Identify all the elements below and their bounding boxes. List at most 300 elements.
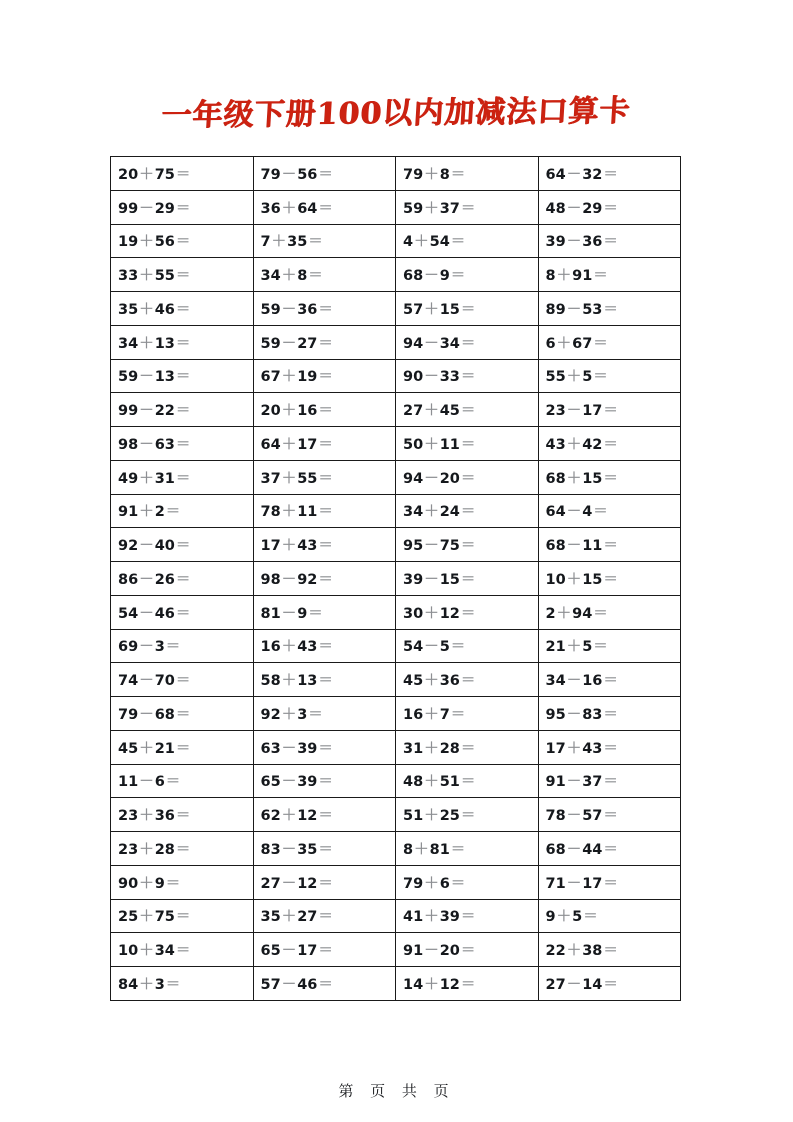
operand-digit: 3	[164, 335, 175, 352]
operand-digit: 1	[545, 740, 556, 757]
plus-sign: ＋	[424, 605, 439, 622]
operand-digit: 4	[297, 976, 308, 993]
operand-digit: 3	[164, 436, 175, 453]
problem-cell[interactable]	[538, 157, 681, 191]
operand-digit: 4	[403, 774, 414, 791]
operand-digit: 7	[118, 673, 129, 690]
operand-digit: 8	[555, 841, 566, 858]
minus-sign: －	[139, 200, 154, 217]
minus-sign: －	[566, 774, 582, 791]
problem-cell[interactable]	[396, 865, 539, 899]
operand-digit: 8	[545, 268, 556, 285]
equals-sign: ＝	[460, 774, 476, 791]
problem-cell[interactable]	[396, 933, 539, 967]
problem-cell[interactable]	[253, 832, 396, 866]
table-row	[111, 528, 681, 562]
problem-cell[interactable]	[538, 190, 681, 224]
operand-digit: 1	[297, 504, 308, 521]
problem-cell[interactable]	[538, 663, 681, 697]
problem-cell[interactable]	[111, 697, 254, 731]
operand-digit: 0	[128, 166, 139, 183]
operand-digit: 1	[403, 976, 414, 993]
problem-cell[interactable]	[538, 629, 681, 663]
problem-cell[interactable]	[111, 359, 254, 393]
operand-digit: 3	[297, 301, 308, 318]
operand-digit: 8	[449, 740, 460, 757]
plus-sign: ＋	[139, 943, 154, 960]
problem-cell[interactable]	[396, 528, 539, 562]
minus-sign: －	[139, 403, 154, 420]
operand-digit: 7	[449, 200, 460, 217]
operand-digit: 6	[260, 740, 271, 757]
plus-sign: ＋	[556, 605, 572, 622]
operand-digit: 2	[260, 403, 271, 420]
equals-sign: ＝	[460, 200, 476, 217]
operand-digit: 4	[270, 268, 281, 285]
problem-cell[interactable]	[253, 798, 396, 832]
operand-digit: 1	[413, 808, 424, 825]
operand-digit: 9	[297, 605, 308, 622]
operand-digit: 5	[582, 369, 593, 386]
problem-cell[interactable]	[538, 258, 681, 292]
operand-digit: 2	[270, 706, 281, 723]
operand-digit: 4	[118, 740, 129, 757]
operand-digit: 4	[154, 538, 165, 555]
minus-sign: －	[566, 234, 582, 251]
operand-digit: 1	[555, 875, 566, 892]
problem-cell[interactable]	[111, 798, 254, 832]
operand-digit: 1	[545, 571, 556, 588]
table-row	[111, 832, 681, 866]
plus-sign: ＋	[424, 740, 439, 757]
problem-cell[interactable]	[253, 325, 396, 359]
equals-sign: ＝	[460, 673, 476, 690]
operand-digit: 1	[128, 774, 139, 791]
operand-digit: 4	[413, 976, 424, 993]
operand-digit: 9	[449, 909, 460, 926]
operand-digit: 7	[260, 234, 271, 251]
operand-digit: 6	[307, 166, 318, 183]
table-row	[111, 629, 681, 663]
problem-cell[interactable]	[396, 967, 539, 1001]
operand-digit: 7	[592, 875, 603, 892]
operand-digit: 9	[403, 943, 414, 960]
operand-digit: 6	[270, 200, 281, 217]
problem-cell[interactable]	[538, 224, 681, 258]
plus-sign: ＋	[424, 200, 439, 217]
operand-digit: 3	[154, 976, 165, 993]
operand-digit: 3	[592, 706, 603, 723]
problem-cell[interactable]	[111, 460, 254, 494]
operand-digit: 6	[413, 706, 424, 723]
problem-cell[interactable]	[538, 595, 681, 629]
operand-digit: 7	[260, 166, 271, 183]
operand-digit: 5	[449, 808, 460, 825]
operand-digit: 5	[582, 301, 593, 318]
operand-digit: 4	[592, 976, 603, 993]
equals-sign: ＝	[175, 706, 191, 723]
equals-sign: ＝	[318, 369, 333, 386]
problem-cell[interactable]	[538, 562, 681, 596]
operand-digit: 2	[545, 943, 556, 960]
page-footer: 第 页 共 页	[338, 1082, 455, 1100]
problem-cell[interactable]	[253, 393, 396, 427]
operand-digit: 2	[403, 403, 414, 420]
operand-digit: 9	[128, 639, 139, 656]
operand-digit: 5	[403, 639, 414, 656]
problem-cell[interactable]	[396, 393, 539, 427]
operand-digit: 2	[439, 808, 450, 825]
problem-cell[interactable]	[538, 798, 681, 832]
operand-digit: 4	[403, 909, 414, 926]
equals-sign: ＝	[460, 335, 476, 352]
problem-cell[interactable]	[396, 258, 539, 292]
problem-cell[interactable]	[111, 629, 254, 663]
problem-cell[interactable]	[253, 629, 396, 663]
operand-digit: 3	[287, 234, 298, 251]
operand-digit: 1	[449, 774, 460, 791]
minus-sign: －	[566, 538, 582, 555]
operand-digit: 7	[270, 538, 281, 555]
plus-sign: ＋	[566, 943, 582, 960]
problem-cell[interactable]	[111, 865, 254, 899]
operand-digit: 5	[582, 639, 593, 656]
operand-digit: 1	[439, 841, 450, 858]
operand-digit: 6	[545, 470, 556, 487]
operand-digit: 6	[128, 571, 139, 588]
operand-digit: 3	[403, 571, 414, 588]
operand-digit: 3	[592, 301, 603, 318]
operand-digit: 5	[154, 268, 165, 285]
equals-sign: ＝	[175, 538, 191, 555]
problem-cell[interactable]	[253, 460, 396, 494]
problem-cell[interactable]	[111, 292, 254, 326]
minus-sign: －	[281, 875, 297, 892]
operand-digit: 2	[592, 436, 603, 453]
table-row	[111, 562, 681, 596]
table-row	[111, 798, 681, 832]
operand-digit: 4	[439, 234, 450, 251]
equals-sign: ＝	[603, 200, 618, 217]
equals-sign: ＝	[318, 808, 333, 825]
operand-digit: 5	[270, 943, 281, 960]
problem-cell[interactable]	[111, 899, 254, 933]
operand-digit: 4	[592, 841, 603, 858]
table-row	[111, 157, 681, 191]
problem-cell[interactable]	[396, 764, 539, 798]
minus-sign: －	[566, 200, 582, 217]
plus-sign: ＋	[424, 301, 439, 318]
page-title-container	[0, 88, 793, 132]
equals-sign: ＝	[318, 436, 333, 453]
problem-cell[interactable]	[538, 494, 681, 528]
problem-cell[interactable]	[253, 730, 396, 764]
minus-sign: －	[424, 470, 439, 487]
problem-cell[interactable]	[111, 528, 254, 562]
operand-digit: 5	[413, 673, 424, 690]
problem-cell[interactable]	[396, 595, 539, 629]
problem-cell[interactable]	[396, 325, 539, 359]
problem-cell[interactable]	[253, 562, 396, 596]
problem-cell[interactable]	[538, 764, 681, 798]
problem-cell[interactable]	[253, 494, 396, 528]
problem-cell[interactable]	[253, 967, 396, 1001]
operand-digit: 6	[164, 234, 175, 251]
problem-cell[interactable]	[111, 967, 254, 1001]
operand-digit: 5	[260, 673, 271, 690]
problem-cell[interactable]	[396, 292, 539, 326]
problem-cell[interactable]	[111, 933, 254, 967]
problem-cell[interactable]	[538, 865, 681, 899]
plus-sign: ＋	[139, 740, 154, 757]
problem-cell[interactable]	[253, 258, 396, 292]
operand-digit: 3	[297, 841, 308, 858]
operand-digit: 4	[545, 436, 556, 453]
operand-digit: 4	[297, 538, 308, 555]
plus-sign: ＋	[139, 166, 154, 183]
operand-digit: 9	[403, 470, 414, 487]
operand-digit: 3	[403, 605, 414, 622]
operand-digit: 9	[128, 369, 139, 386]
operand-digit: 2	[154, 200, 165, 217]
problem-cell[interactable]	[111, 595, 254, 629]
equals-sign: ＝	[603, 808, 618, 825]
problem-cell[interactable]	[396, 663, 539, 697]
problem-cell[interactable]	[396, 494, 539, 528]
operand-digit: 4	[555, 673, 566, 690]
problem-cell[interactable]	[111, 562, 254, 596]
operand-digit: 1	[128, 504, 139, 521]
problem-cell[interactable]	[538, 730, 681, 764]
problem-cell[interactable]	[111, 190, 254, 224]
problem-cell[interactable]	[111, 832, 254, 866]
equals-sign: ＝	[460, 605, 476, 622]
operand-digit: 5	[403, 301, 414, 318]
problem-cell[interactable]	[538, 697, 681, 731]
problem-cell[interactable]	[396, 697, 539, 731]
plus-sign: ＋	[281, 268, 297, 285]
problem-cell[interactable]	[111, 325, 254, 359]
operand-digit: 6	[545, 166, 556, 183]
operand-digit: 7	[439, 706, 450, 723]
operand-digit: 0	[449, 470, 460, 487]
problem-cell[interactable]	[111, 157, 254, 191]
operand-digit: 8	[270, 673, 281, 690]
operand-digit: 8	[128, 436, 139, 453]
operand-digit: 8	[429, 841, 440, 858]
problem-cell[interactable]	[538, 967, 681, 1001]
problem-cell[interactable]	[538, 460, 681, 494]
problem-cell[interactable]	[111, 258, 254, 292]
minus-sign: －	[281, 571, 297, 588]
equals-sign: ＝	[175, 436, 191, 453]
operand-digit: 7	[555, 976, 566, 993]
problem-cell[interactable]	[396, 359, 539, 393]
equals-sign: ＝	[450, 875, 466, 892]
operand-digit: 4	[582, 605, 593, 622]
problem-cell[interactable]	[253, 663, 396, 697]
problem-cell[interactable]	[538, 325, 681, 359]
operand-digit: 7	[270, 976, 281, 993]
plus-sign: ＋	[424, 875, 439, 892]
problem-cell[interactable]	[253, 899, 396, 933]
problem-cell[interactable]	[396, 190, 539, 224]
equals-sign: ＝	[593, 605, 608, 622]
operand-digit: 0	[270, 403, 281, 420]
operand-digit: 9	[118, 403, 129, 420]
operand-digit: 5	[449, 403, 460, 420]
operand-digit: 3	[128, 268, 139, 285]
plus-sign: ＋	[139, 470, 154, 487]
operand-digit: 7	[260, 504, 271, 521]
problem-cell[interactable]	[396, 427, 539, 461]
problem-cell[interactable]	[538, 292, 681, 326]
equals-sign: ＝	[318, 976, 333, 993]
problem-cell[interactable]	[111, 427, 254, 461]
problem-cell[interactable]	[111, 494, 254, 528]
operand-digit: 0	[413, 605, 424, 622]
operand-digit: 9	[270, 301, 281, 318]
problem-cell[interactable]	[111, 730, 254, 764]
problem-cell[interactable]	[253, 224, 396, 258]
problem-cell[interactable]	[396, 832, 539, 866]
problem-cell[interactable]	[538, 933, 681, 967]
plus-sign: ＋	[424, 808, 439, 825]
problem-cell[interactable]	[396, 224, 539, 258]
operand-digit: 4	[403, 234, 414, 251]
operand-digit: 3	[555, 403, 566, 420]
operand-digit: 9	[592, 200, 603, 217]
problem-cell[interactable]	[396, 730, 539, 764]
operand-digit: 5	[128, 740, 139, 757]
operand-digit: 5	[128, 301, 139, 318]
problem-cell[interactable]	[538, 899, 681, 933]
equals-sign: ＝	[583, 909, 598, 926]
problem-cell[interactable]	[396, 798, 539, 832]
operand-digit: 1	[270, 605, 281, 622]
equals-sign: ＝	[175, 369, 191, 386]
operand-digit: 4	[270, 436, 281, 453]
operand-digit: 1	[297, 673, 308, 690]
minus-sign: －	[281, 976, 297, 993]
problem-cell[interactable]	[538, 832, 681, 866]
operand-digit: 6	[572, 335, 583, 352]
operand-digit: 4	[118, 470, 129, 487]
problem-cell[interactable]	[253, 764, 396, 798]
operand-digit: 0	[164, 673, 175, 690]
operand-digit: 1	[582, 571, 593, 588]
plus-sign: ＋	[414, 841, 429, 858]
equals-sign: ＝	[460, 943, 476, 960]
operand-digit: 1	[582, 470, 593, 487]
operand-digit: 2	[154, 571, 165, 588]
equals-sign: ＝	[165, 774, 181, 791]
operand-digit: 5	[449, 538, 460, 555]
operand-digit: 9	[413, 571, 424, 588]
operand-digit: 1	[403, 706, 414, 723]
operand-digit: 8	[260, 605, 271, 622]
minus-sign: －	[281, 841, 297, 858]
plus-sign: ＋	[424, 403, 439, 420]
operand-digit: 9	[307, 369, 318, 386]
operand-digit: 1	[413, 943, 424, 960]
problem-cell[interactable]	[111, 764, 254, 798]
operand-digit: 8	[260, 841, 271, 858]
operand-digit: 4	[128, 335, 139, 352]
problem-cell[interactable]	[111, 224, 254, 258]
operand-digit: 3	[545, 673, 556, 690]
operand-digit: 8	[439, 166, 450, 183]
minus-sign: －	[281, 943, 297, 960]
problem-cell[interactable]	[253, 697, 396, 731]
problem-cell[interactable]	[538, 427, 681, 461]
operand-digit: 9	[118, 538, 129, 555]
operand-digit: 4	[555, 166, 566, 183]
operand-digit: 3	[260, 200, 271, 217]
problem-cell[interactable]	[111, 663, 254, 697]
operand-digit: 2	[118, 166, 129, 183]
problem-cell[interactable]	[253, 595, 396, 629]
problem-cell[interactable]	[253, 190, 396, 224]
operand-digit: 7	[307, 436, 318, 453]
plus-sign: ＋	[281, 909, 297, 926]
operand-digit: 9	[118, 436, 129, 453]
problem-cell[interactable]	[396, 629, 539, 663]
operand-digit: 3	[260, 909, 271, 926]
operand-digit: 1	[439, 436, 450, 453]
problem-cell[interactable]	[396, 460, 539, 494]
operand-digit: 5	[403, 808, 414, 825]
problem-cell[interactable]	[538, 359, 681, 393]
operand-digit: 9	[307, 774, 318, 791]
operand-digit: 4	[555, 504, 566, 521]
operand-digit: 3	[449, 369, 460, 386]
problem-cell[interactable]	[253, 427, 396, 461]
operand-digit: 5	[449, 571, 460, 588]
operand-digit: 9	[403, 538, 414, 555]
problem-cell[interactable]	[253, 865, 396, 899]
problem-cell[interactable]	[538, 393, 681, 427]
operand-digit: 1	[555, 774, 566, 791]
minus-sign: －	[281, 605, 297, 622]
equals-sign: ＝	[450, 166, 466, 183]
problem-cell[interactable]	[253, 933, 396, 967]
operand-digit: 6	[164, 571, 175, 588]
problem-cell[interactable]	[111, 393, 254, 427]
equals-sign: ＝	[450, 706, 466, 723]
operand-digit: 5	[307, 470, 318, 487]
operand-digit: 2	[154, 504, 165, 521]
problem-cell[interactable]	[538, 528, 681, 562]
operand-digit: 9	[403, 369, 414, 386]
equals-sign: ＝	[318, 774, 333, 791]
problem-cell[interactable]	[253, 359, 396, 393]
problem-cell[interactable]	[253, 157, 396, 191]
minus-sign: －	[424, 369, 439, 386]
problem-cell[interactable]	[253, 528, 396, 562]
problem-cell[interactable]	[253, 292, 396, 326]
minus-sign: －	[566, 706, 582, 723]
problem-cell[interactable]	[396, 899, 539, 933]
operand-digit: 0	[128, 875, 139, 892]
problem-cell[interactable]	[396, 157, 539, 191]
operand-digit: 5	[592, 571, 603, 588]
problem-cell[interactable]	[396, 562, 539, 596]
equals-sign: ＝	[603, 403, 618, 420]
operand-digit: 2	[297, 909, 308, 926]
operand-digit: 7	[307, 909, 318, 926]
operand-digit: 0	[128, 943, 139, 960]
